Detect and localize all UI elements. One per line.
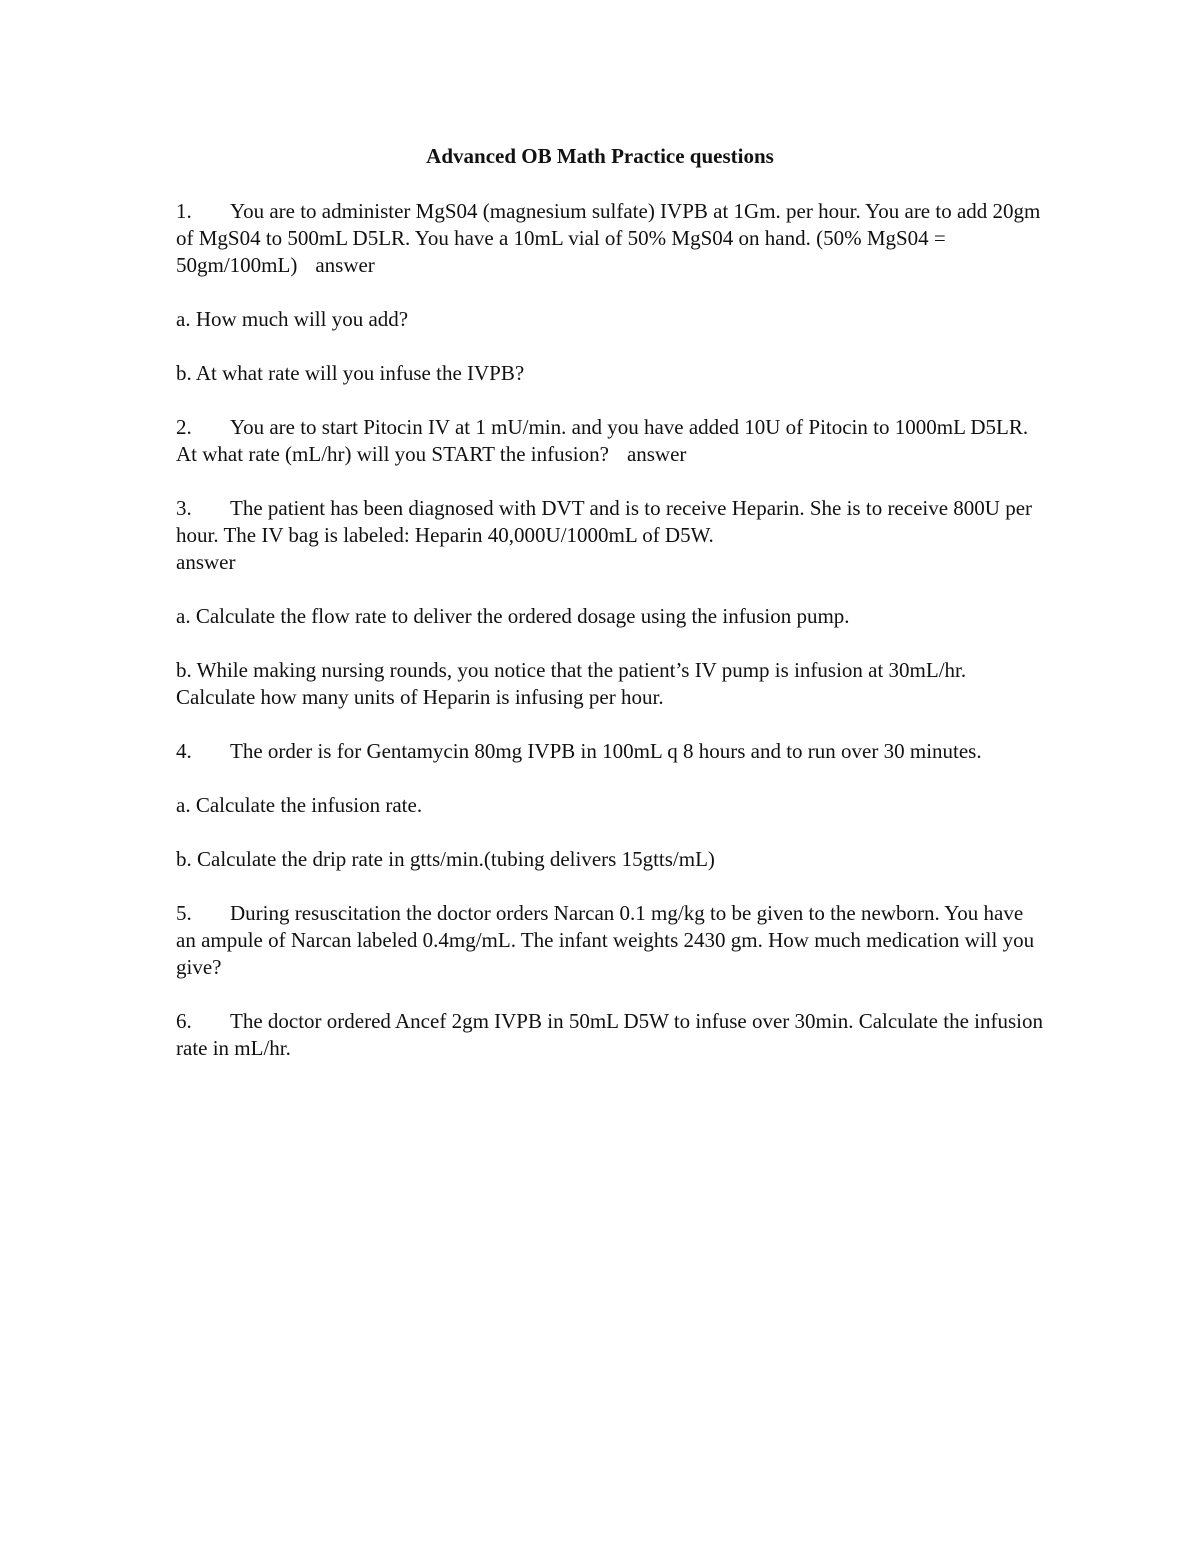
question-list: [176, 198, 1046, 1089]
question-5: [176, 900, 1046, 981]
question-1-part-b: b. At what rate will you infuse the IVPB?: [176, 361, 525, 385]
question-4-part-a: a. Calculate the infusion rate.: [176, 793, 423, 817]
answer-link[interactable]: answer: [626, 442, 687, 466]
question-6: [176, 1008, 1046, 1062]
question-4-part-b: b. Calculate the drip rate in gtts/min.(tubing delivers 15gtts/mL): [176, 847, 715, 871]
question-1: [176, 198, 1046, 279]
question-1-part-a: a. How much will you add?: [176, 307, 409, 331]
question-number: 3.: [176, 496, 192, 520]
question-3-part-b: b. While making nursing rounds, you notice that the patient’s IV pump is infusion at 30mL/hr. Calculate how many units of Heparin is infusing per hour.: [176, 658, 967, 709]
answer-link[interactable]: answer: [176, 550, 236, 574]
question-number: 6.: [176, 1009, 192, 1033]
document-title: Advanced OB Math Practice questions: [426, 144, 774, 168]
question-3: [176, 495, 1046, 576]
question-number: 1.: [176, 199, 192, 223]
question-text: The order is for Gentamycin 80mg IVPB in 100mL q 8 hours and to run over 30 minutes.: [230, 739, 982, 763]
answer-link[interactable]: answer: [315, 253, 375, 277]
question-text: The doctor ordered Ancef 2gm IVPB in 50mL D5W to infuse over 30min. Calculate the infusion rate in mL/hr.: [176, 1009, 1043, 1060]
question-number: 5.: [176, 901, 192, 925]
question-2: [176, 414, 1046, 468]
question-4: [176, 738, 1046, 765]
question-text: The patient has been diagnosed with DVT and is to receive Heparin. She is to receive 800U per hour. The IV bag is labeled: Heparin 40,000U/1000mL of D5W.: [176, 496, 1033, 547]
question-text: During resuscitation the doctor orders Narcan 0.1 mg/kg to be given to the newborn. You have an ampule of Narcan labeled 0.4mg/mL. The infant weights 2430 gm. How much medication will you give?: [176, 901, 1035, 979]
question-text: You are to administer MgS04 (magnesium sulfate) IVPB at 1Gm. per hour. You are to add 20gm of MgS04 to 500mL D5LR. You have a 10mL vial of 50% MgS04 on hand. (50% MgS04 = 50gm/100mL): [176, 199, 1041, 277]
question-number: 4.: [176, 739, 192, 763]
question-text: You are to start Pitocin IV at 1 mU/min. and you have added 10U of Pitocin to 1000mL D5LR. At what rate (mL/hr) will you START the infusion?: [176, 415, 1029, 466]
question-number: 2.: [176, 415, 192, 439]
question-3-part-a: a. Calculate the flow rate to deliver the ordered dosage using the infusion pump.: [176, 604, 850, 628]
